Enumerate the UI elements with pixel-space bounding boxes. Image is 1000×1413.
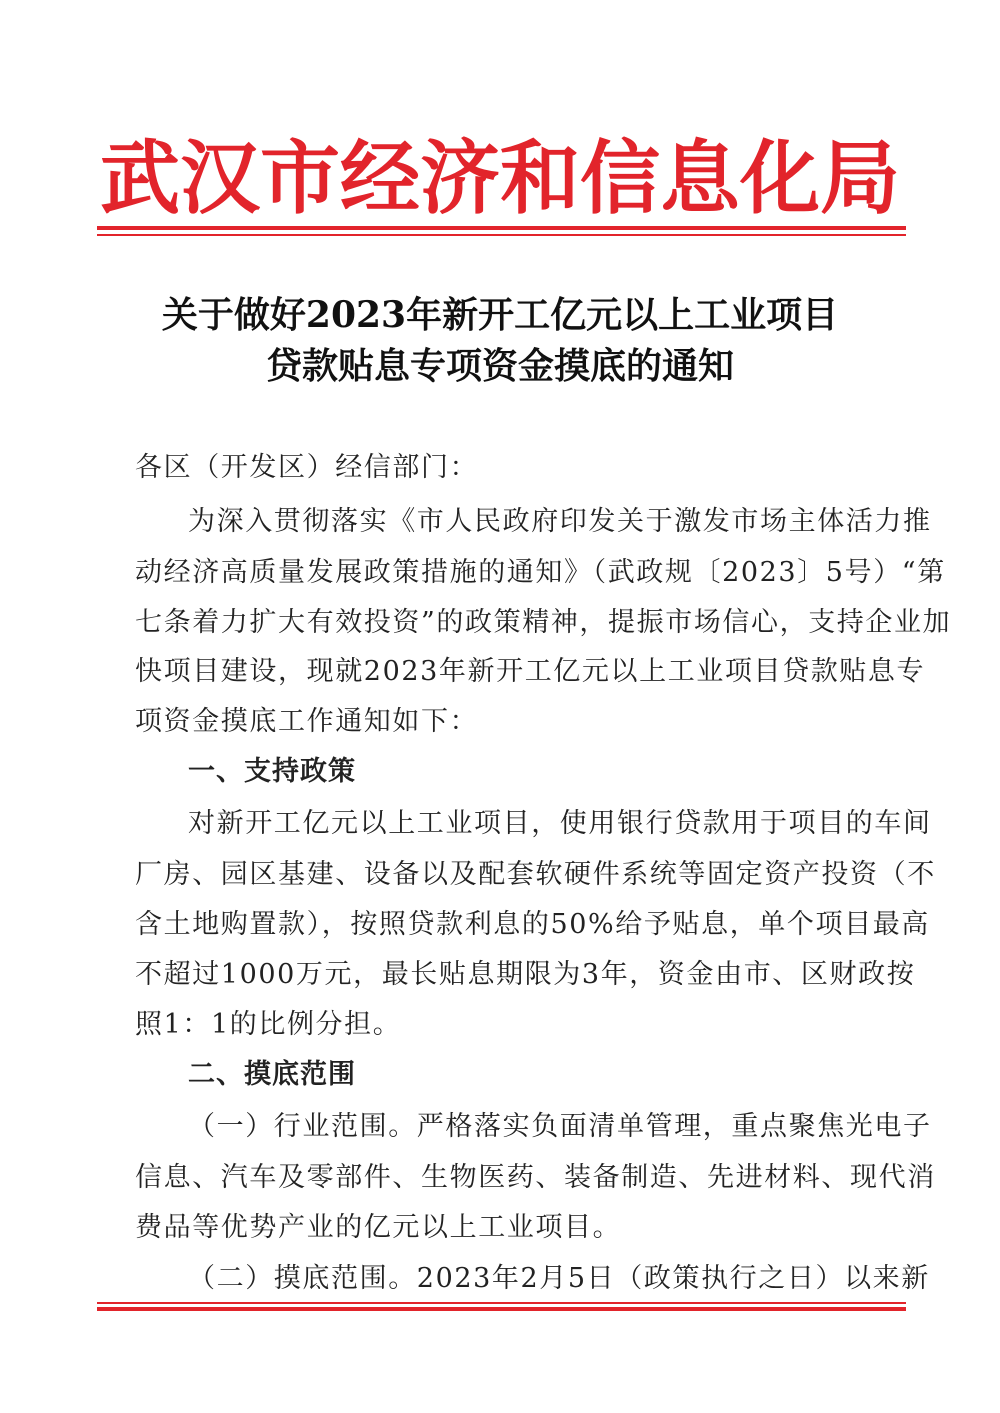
section-1-line-1: 对新开工亿元以上工业项目，使用银行贷款用于项目的车间 <box>188 808 932 839</box>
section-1-line-2: 厂房、园区基建、设备以及配套软硬件系统等固定资产投资（不 <box>135 859 936 890</box>
intro-line-3: 七条着力扩大有效投资”的政策精神，提振市场信心，支持企业加 <box>135 607 952 638</box>
masthead-red-rule-thick <box>97 226 906 230</box>
masthead-red-rule-thin <box>97 234 906 236</box>
document-title-line-1: 关于做好2023年新开工亿元以上工业项目 <box>161 294 839 336</box>
section-2-item-2-line-1: （二）摸底范围。2023年2月5日（政策执行之日）以来新 <box>188 1263 930 1294</box>
agency-masthead: 武汉市经济和信息化局 <box>100 131 900 225</box>
salutation: 各区（开发区）经信部门： <box>135 452 479 483</box>
section-1-line-3: 含土地购置款），按照贷款利息的50%给予贴息，单个项目最高 <box>135 909 930 940</box>
intro-line-4: 快项目建设，现就2023年新开工亿元以上工业项目贷款贴息专 <box>135 656 926 687</box>
section-2-heading: 二、摸底范围 <box>188 1059 356 1090</box>
footer-red-rule-thick <box>97 1307 906 1311</box>
section-1-heading: 一、支持政策 <box>188 756 356 787</box>
intro-line-2: 动经济高质量发展政策措施的通知》（武政规〔2023〕5号）“第 <box>135 557 946 588</box>
footer-red-rule-thin <box>97 1302 906 1304</box>
intro-line-5: 项资金摸底工作通知如下： <box>135 706 479 737</box>
section-2-item-1-line-1: （一）行业范围。严格落实负面清单管理，重点聚焦光电子 <box>188 1111 932 1142</box>
section-1-line-4: 不超过1000万元，最长贴息期限为3年，资金由市、区财政按 <box>135 959 916 990</box>
section-2-item-1-line-3: 费品等优势产业的亿元以上工业项目。 <box>135 1212 622 1243</box>
section-1-line-5: 照1：1的比例分担。 <box>135 1009 402 1040</box>
document-title-line-2: 贷款贴息专项资金摸底的通知 <box>265 345 734 387</box>
section-2-item-1-line-2: 信息、汽车及零部件、生物医药、装备制造、先进材料、现代消 <box>135 1162 936 1193</box>
intro-line-1: 为深入贯彻落实《市人民政府印发关于激发市场主体活力推 <box>188 506 932 537</box>
